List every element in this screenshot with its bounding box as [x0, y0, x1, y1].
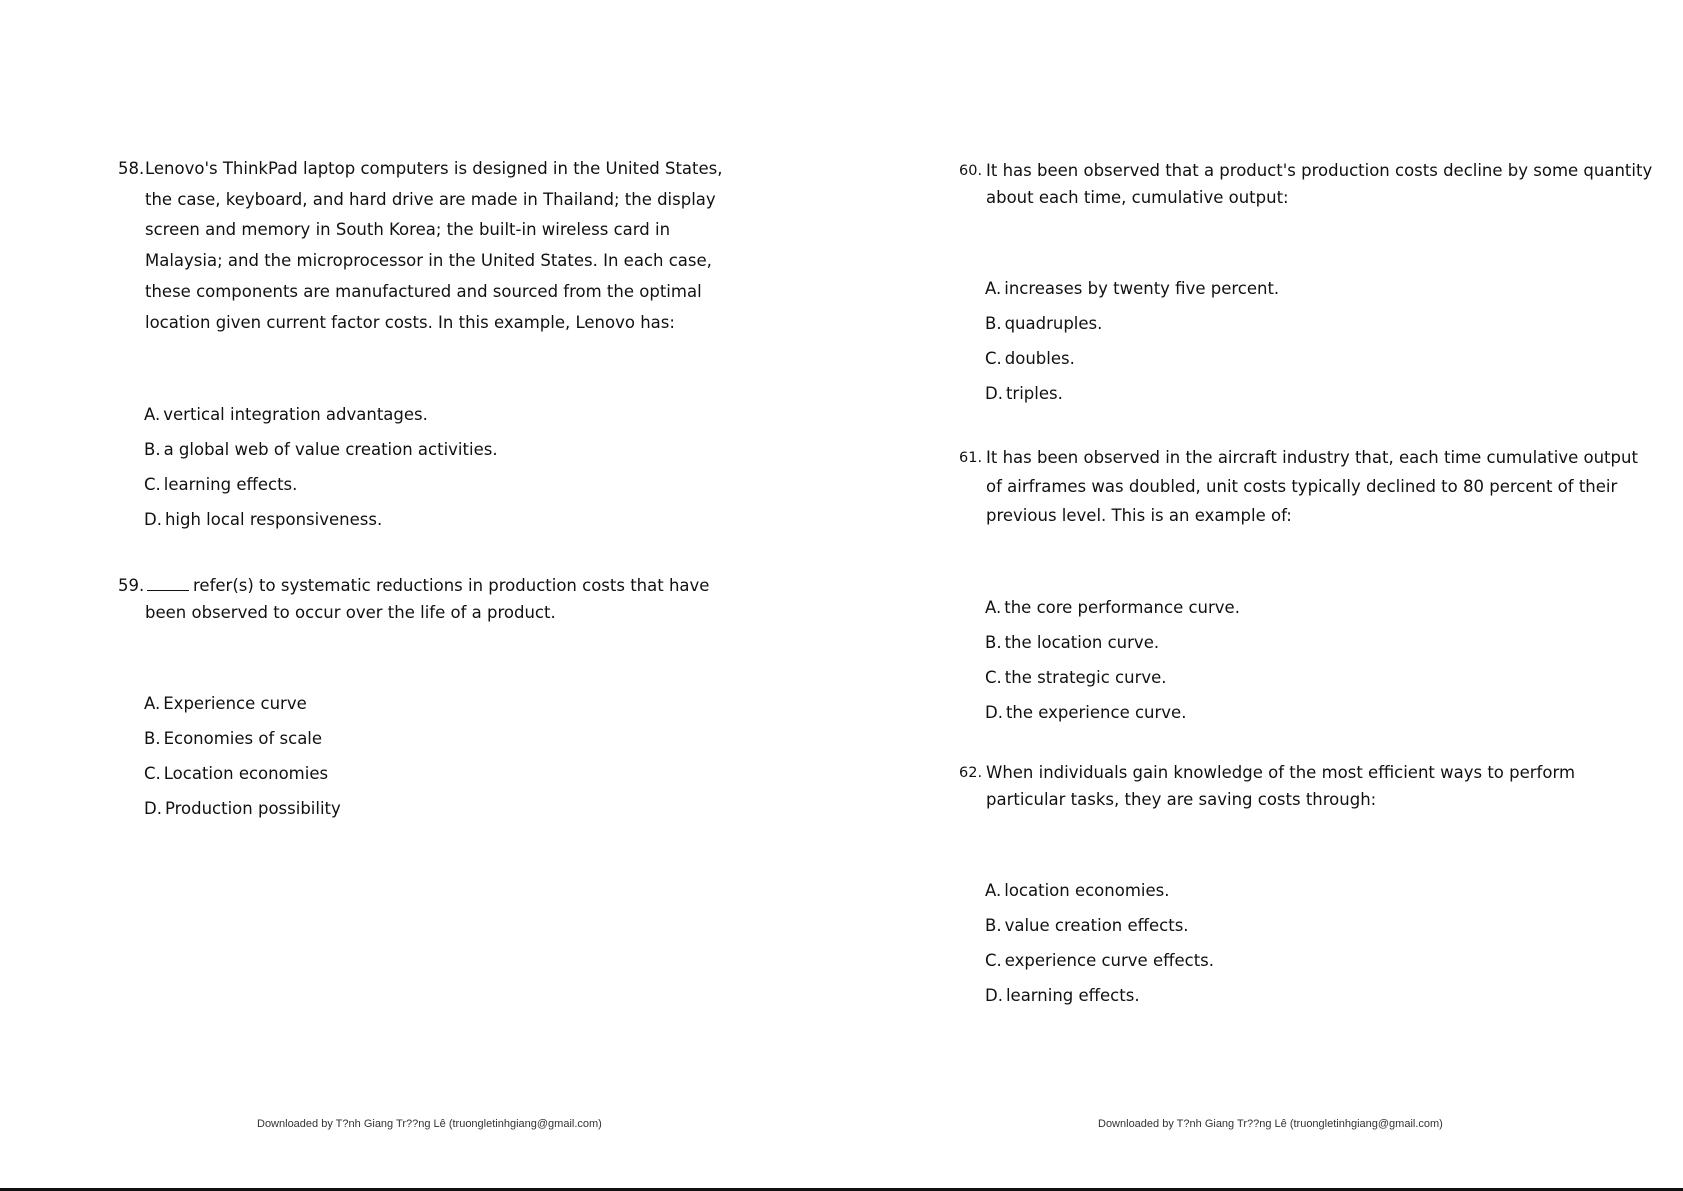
answer-option[interactable] [985, 881, 1659, 916]
option-letter: A. [985, 881, 1002, 900]
answer-option[interactable] [144, 729, 748, 764]
question-number: 59. [118, 576, 145, 595]
answer-options [959, 881, 1659, 1021]
option-text: the location curve. [1004, 633, 1160, 652]
left-page [0, 0, 841, 1191]
right-page [841, 0, 1682, 1191]
answer-option[interactable] [985, 916, 1659, 951]
answer-option[interactable] [985, 384, 1659, 419]
answer-option[interactable] [144, 764, 748, 799]
option-letter: B. [985, 916, 1002, 935]
option-letter: D. [144, 510, 162, 530]
question-stem [118, 572, 748, 626]
question-text: It has been observed in the aircraft industry that, each time cumulative output of airframes was doubled, unit costs typically declined to 80 percent of their previous level. This is an example of: [986, 448, 1638, 525]
option-letter: B. [985, 633, 1002, 652]
option-letter: B. [985, 314, 1002, 333]
option-text: Production possibility [164, 799, 341, 818]
option-letter: C. [985, 668, 1002, 687]
question-text-wrapper [145, 572, 748, 626]
answer-option[interactable] [144, 475, 748, 510]
option-letter: C. [144, 764, 161, 783]
question-stem [118, 154, 748, 338]
question-text: It has been observed that a product's production costs decline by some quantity about each time, cumulative output: [986, 161, 1653, 207]
option-letter: B. [144, 729, 161, 748]
answer-option[interactable] [144, 510, 748, 545]
question-number: 62. [959, 765, 983, 781]
question-stem [959, 157, 1659, 211]
option-letter: D. [985, 986, 1003, 1005]
option-text: high local responsiveness. [164, 510, 383, 530]
fill-in-blank [147, 575, 189, 591]
option-letter: C. [144, 475, 161, 495]
question-number: 60. [959, 163, 983, 179]
option-text: learning effects. [163, 475, 298, 495]
question-59 [118, 572, 748, 834]
option-letter: C. [985, 951, 1002, 970]
question-text: When individuals gain knowledge of the most efficient ways to perform particular tasks, they are saving costs through: [986, 763, 1576, 809]
answer-option[interactable] [144, 799, 748, 834]
option-letter: A. [144, 405, 161, 425]
option-text: quadruples. [1004, 314, 1103, 333]
answer-options [959, 279, 1659, 419]
option-text: the core performance curve. [1004, 598, 1240, 617]
question-text: Lenovo's ThinkPad laptop computers is designed in the United States, the case, keyboard, and hard drive are made in Thailand; the display screen and memory in South Korea; the built-in wireless card in Malaysia; and the microprocessor in the United States. In each case, these components are manufactured and sourced from the optimal location given current factor costs. In this example, Lenovo has: [145, 159, 723, 332]
option-text: location economies. [1004, 881, 1170, 900]
option-text: triples. [1005, 384, 1063, 403]
answer-option[interactable] [985, 314, 1659, 349]
answer-option[interactable] [985, 633, 1659, 668]
option-text: experience curve effects. [1004, 951, 1215, 970]
question-61 [959, 443, 1659, 738]
question-stem [959, 443, 1659, 530]
option-letter: D. [985, 703, 1003, 722]
question-62 [959, 759, 1659, 1021]
option-text: the strategic curve. [1004, 668, 1167, 687]
answer-option[interactable] [144, 694, 748, 729]
option-letter: B. [144, 440, 161, 460]
option-text: learning effects. [1005, 986, 1140, 1005]
option-text: a global web of value creation activities. [163, 440, 498, 460]
option-letter: D. [985, 384, 1003, 403]
answer-option[interactable] [985, 951, 1659, 986]
answer-option[interactable] [985, 703, 1659, 738]
option-text: the experience curve. [1005, 703, 1187, 722]
answer-option[interactable] [985, 986, 1659, 1021]
download-footer: Downloaded by T?nh Giang Tr??ng Lê (truongletinhgiang@gmail.com) [257, 1118, 602, 1130]
answer-options [959, 598, 1659, 738]
option-letter: A. [985, 279, 1002, 298]
option-text: Location economies [163, 764, 329, 783]
option-letter: A. [144, 694, 161, 713]
question-text: refer(s) to systematic reductions in production costs that have been observed to occur over the life of a product. [145, 576, 710, 622]
question-58 [118, 160, 748, 545]
answer-options [118, 405, 748, 545]
option-text: increases by twenty five percent. [1004, 279, 1280, 298]
answer-option[interactable] [144, 405, 748, 440]
answer-option[interactable] [985, 349, 1659, 384]
option-letter: C. [985, 349, 1002, 368]
option-text: Experience curve [163, 694, 307, 713]
question-number: 58. [118, 159, 145, 178]
option-text: vertical integration advantages. [163, 405, 428, 425]
answer-option[interactable] [985, 279, 1659, 314]
question-60 [959, 157, 1659, 419]
answer-option[interactable] [985, 668, 1659, 703]
question-stem [959, 759, 1659, 813]
question-number: 61. [959, 450, 983, 466]
answer-options [118, 694, 748, 834]
answer-option[interactable] [144, 440, 748, 475]
answer-option[interactable] [985, 598, 1659, 633]
option-text: Economies of scale [163, 729, 323, 748]
download-footer: Downloaded by T?nh Giang Tr??ng Lê (truongletinhgiang@gmail.com) [1098, 1118, 1443, 1130]
option-text: doubles. [1004, 349, 1075, 368]
option-letter: A. [985, 598, 1002, 617]
option-text: value creation effects. [1004, 916, 1189, 935]
option-letter: D. [144, 799, 162, 818]
